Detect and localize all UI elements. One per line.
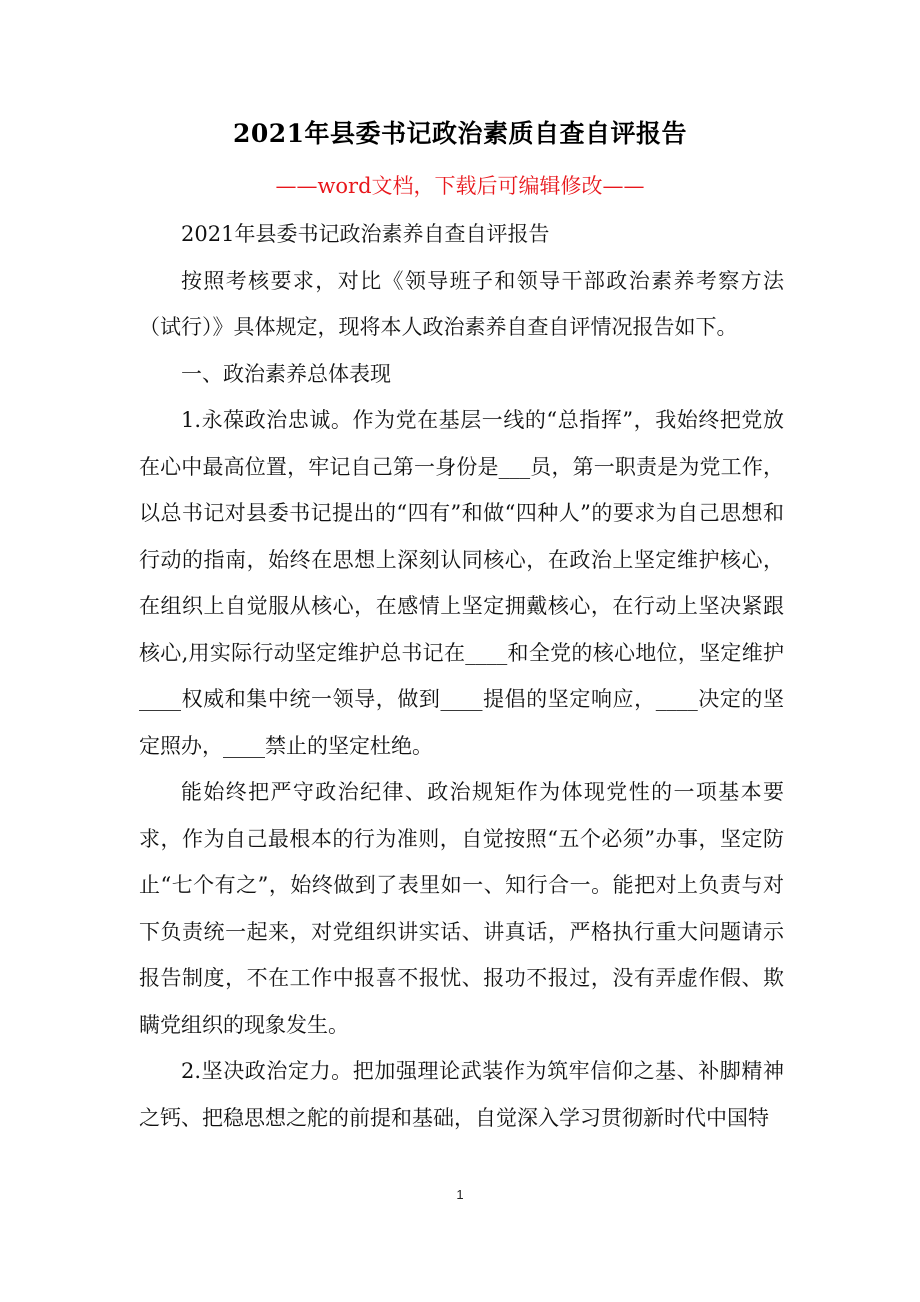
paragraph-heading: 2021年县委书记政治素养自查自评报告 xyxy=(181,222,550,246)
paragraph: 1.永葆政治忠诚。作为党在基层一线的“总指挥”，我始终把党放在心中最高位置，牢记自己第一身份是___员，第一职责是为党工作，以总书记对县委书记提出的“四有”和做“四种人”的要求为自己思想和行动的指南，始终在思想上深刻认同核心，在政治上坚定维护核心，在组织上自觉服从核心，在感情上坚定拥戴核心，在行动上坚决紧跟核心,用实际行动坚定维护总书记在____和全党的核心地位，坚定维护____权威和集中统一领导，做到____提倡的坚定响应，____决定的坚定照办，____禁止的坚定杜绝。 xyxy=(139,408,784,758)
paragraph: 2.坚决政治定力。把加强理论武装作为筑牢信仰之基、补脚精神之钙、把稳思想之舵的前提和基础，自觉深入学习贯彻新时代中国特 xyxy=(139,1059,784,1130)
document-subtitle: ——word文档，下载后可编辑修改—— xyxy=(275,174,645,198)
document-body xyxy=(139,211,784,1141)
document-title: 2021年县委书记政治素质自查自评报告 xyxy=(232,119,688,148)
section-heading: 一、政治素养总体表现 xyxy=(181,361,391,386)
paragraph: 能始终把严守政治纪律、政治规矩作为体现党性的一项基本要求，作为自己最根本的行为准则，自觉按照“五个必须”办事，坚定防止“七个有之”，始终做到了表里如一、知行合一。能把对上负责与对下负责统一起来，对党组织讲实话、讲真话，严格执行重大问题请示报告制度，不在工作中报喜不报忧、报功不报过，没有弄虚作假、欺瞒党组织的现象发生。 xyxy=(139,780,784,1037)
paragraph-intro: 按照考核要求，对比《领导班子和领导干部政治素养考察方法（试行）》具体规定，现将本人政治素养自查自评情况报告如下。 xyxy=(139,268,784,339)
page-number: 1 xyxy=(456,1187,464,1202)
